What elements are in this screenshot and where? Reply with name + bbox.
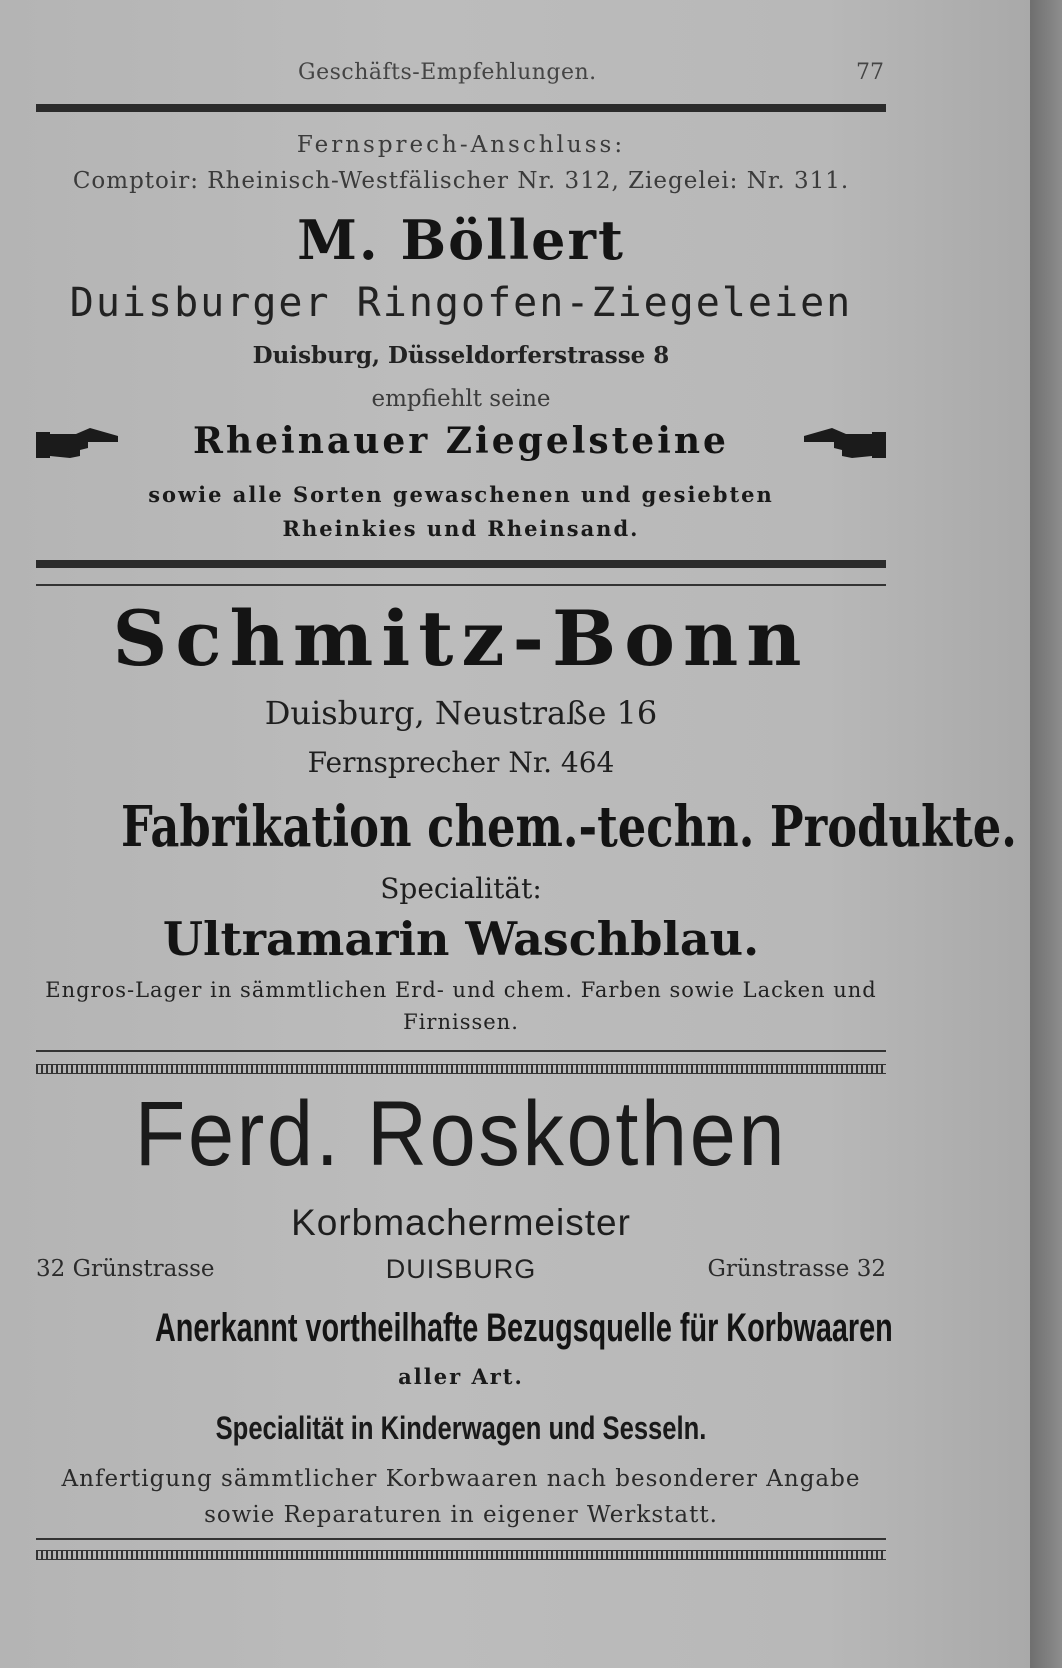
firm-name: Ferd. Roskothen [134,1083,788,1185]
product-name: Rheinauer Ziegelsteine [193,420,729,462]
description-line-2: Rheinkies und Rheinsand. [282,516,640,541]
firm-name: Schmitz-Bonn [112,594,810,683]
speciality: Specialität in Kinderwagen und Sesseln. [215,1410,707,1446]
phone: Fernsprecher Nr. 464 [307,746,615,779]
address-right: Grünstrasse 32 [707,1256,886,1282]
description-line-1: Anfertigung sämmtlicher Korbwaaren nach besonderer Angabe [61,1466,861,1492]
divider-rule-1-thin [36,584,886,586]
claim-continuation: aller Art. [398,1364,524,1389]
divider-rule-2-thin [36,1050,886,1052]
city: DUISBURG [385,1254,537,1284]
phone-line: Comptoir: Rheinisch-Westfälischer Nr. 312, Ziegelei: Nr. 311. [72,168,850,194]
recommends-text: empfiehlt seine [371,386,551,412]
running-header-section: Geschäfts-Empfehlungen. [298,60,597,85]
page-number: 77 [856,60,884,85]
description-line-1: Engros-Lager in sämmtlichen Erd- und chem. Farben sowie Lacken und [45,978,877,1002]
header-rule [36,104,886,112]
divider-rule-2-dotted [36,1064,886,1074]
firm-name: M. Böllert [297,208,625,272]
description-line-1: sowie alle Sorten gewaschenen und gesiebten [148,482,774,507]
trade: Korbmachermeister [291,1202,631,1243]
description-line-2: sowie Reparaturen in eigener Werkstatt. [204,1502,718,1528]
divider-rule-3-dotted [36,1550,886,1560]
divider-rule-1 [36,560,886,568]
description-line-2: Firnissen. [403,1010,519,1034]
business-line: Fabrikation chem.-techn. Produkte. [121,794,1017,860]
company-name: Duisburger Ringofen-Ziegeleien [69,280,853,326]
page-edge-shadow [1030,0,1062,1668]
pointing-hand-left-icon [802,424,886,464]
phone-heading: Fernsprech-Anschluss: [296,132,626,158]
address-left: 32 Grünstrasse [36,1256,215,1282]
speciality-label: Specialität: [380,872,542,905]
address: Duisburg, Düsseldorferstrasse 8 [252,342,670,369]
speciality: Ultramarin Waschblau. [162,912,760,966]
divider-rule-3-thin [36,1538,886,1540]
claim-line: Anerkannt vortheilhafte Bezugsquelle für Korbwaaren [155,1306,893,1350]
address: Duisburg, Neustraße 16 [264,694,658,732]
